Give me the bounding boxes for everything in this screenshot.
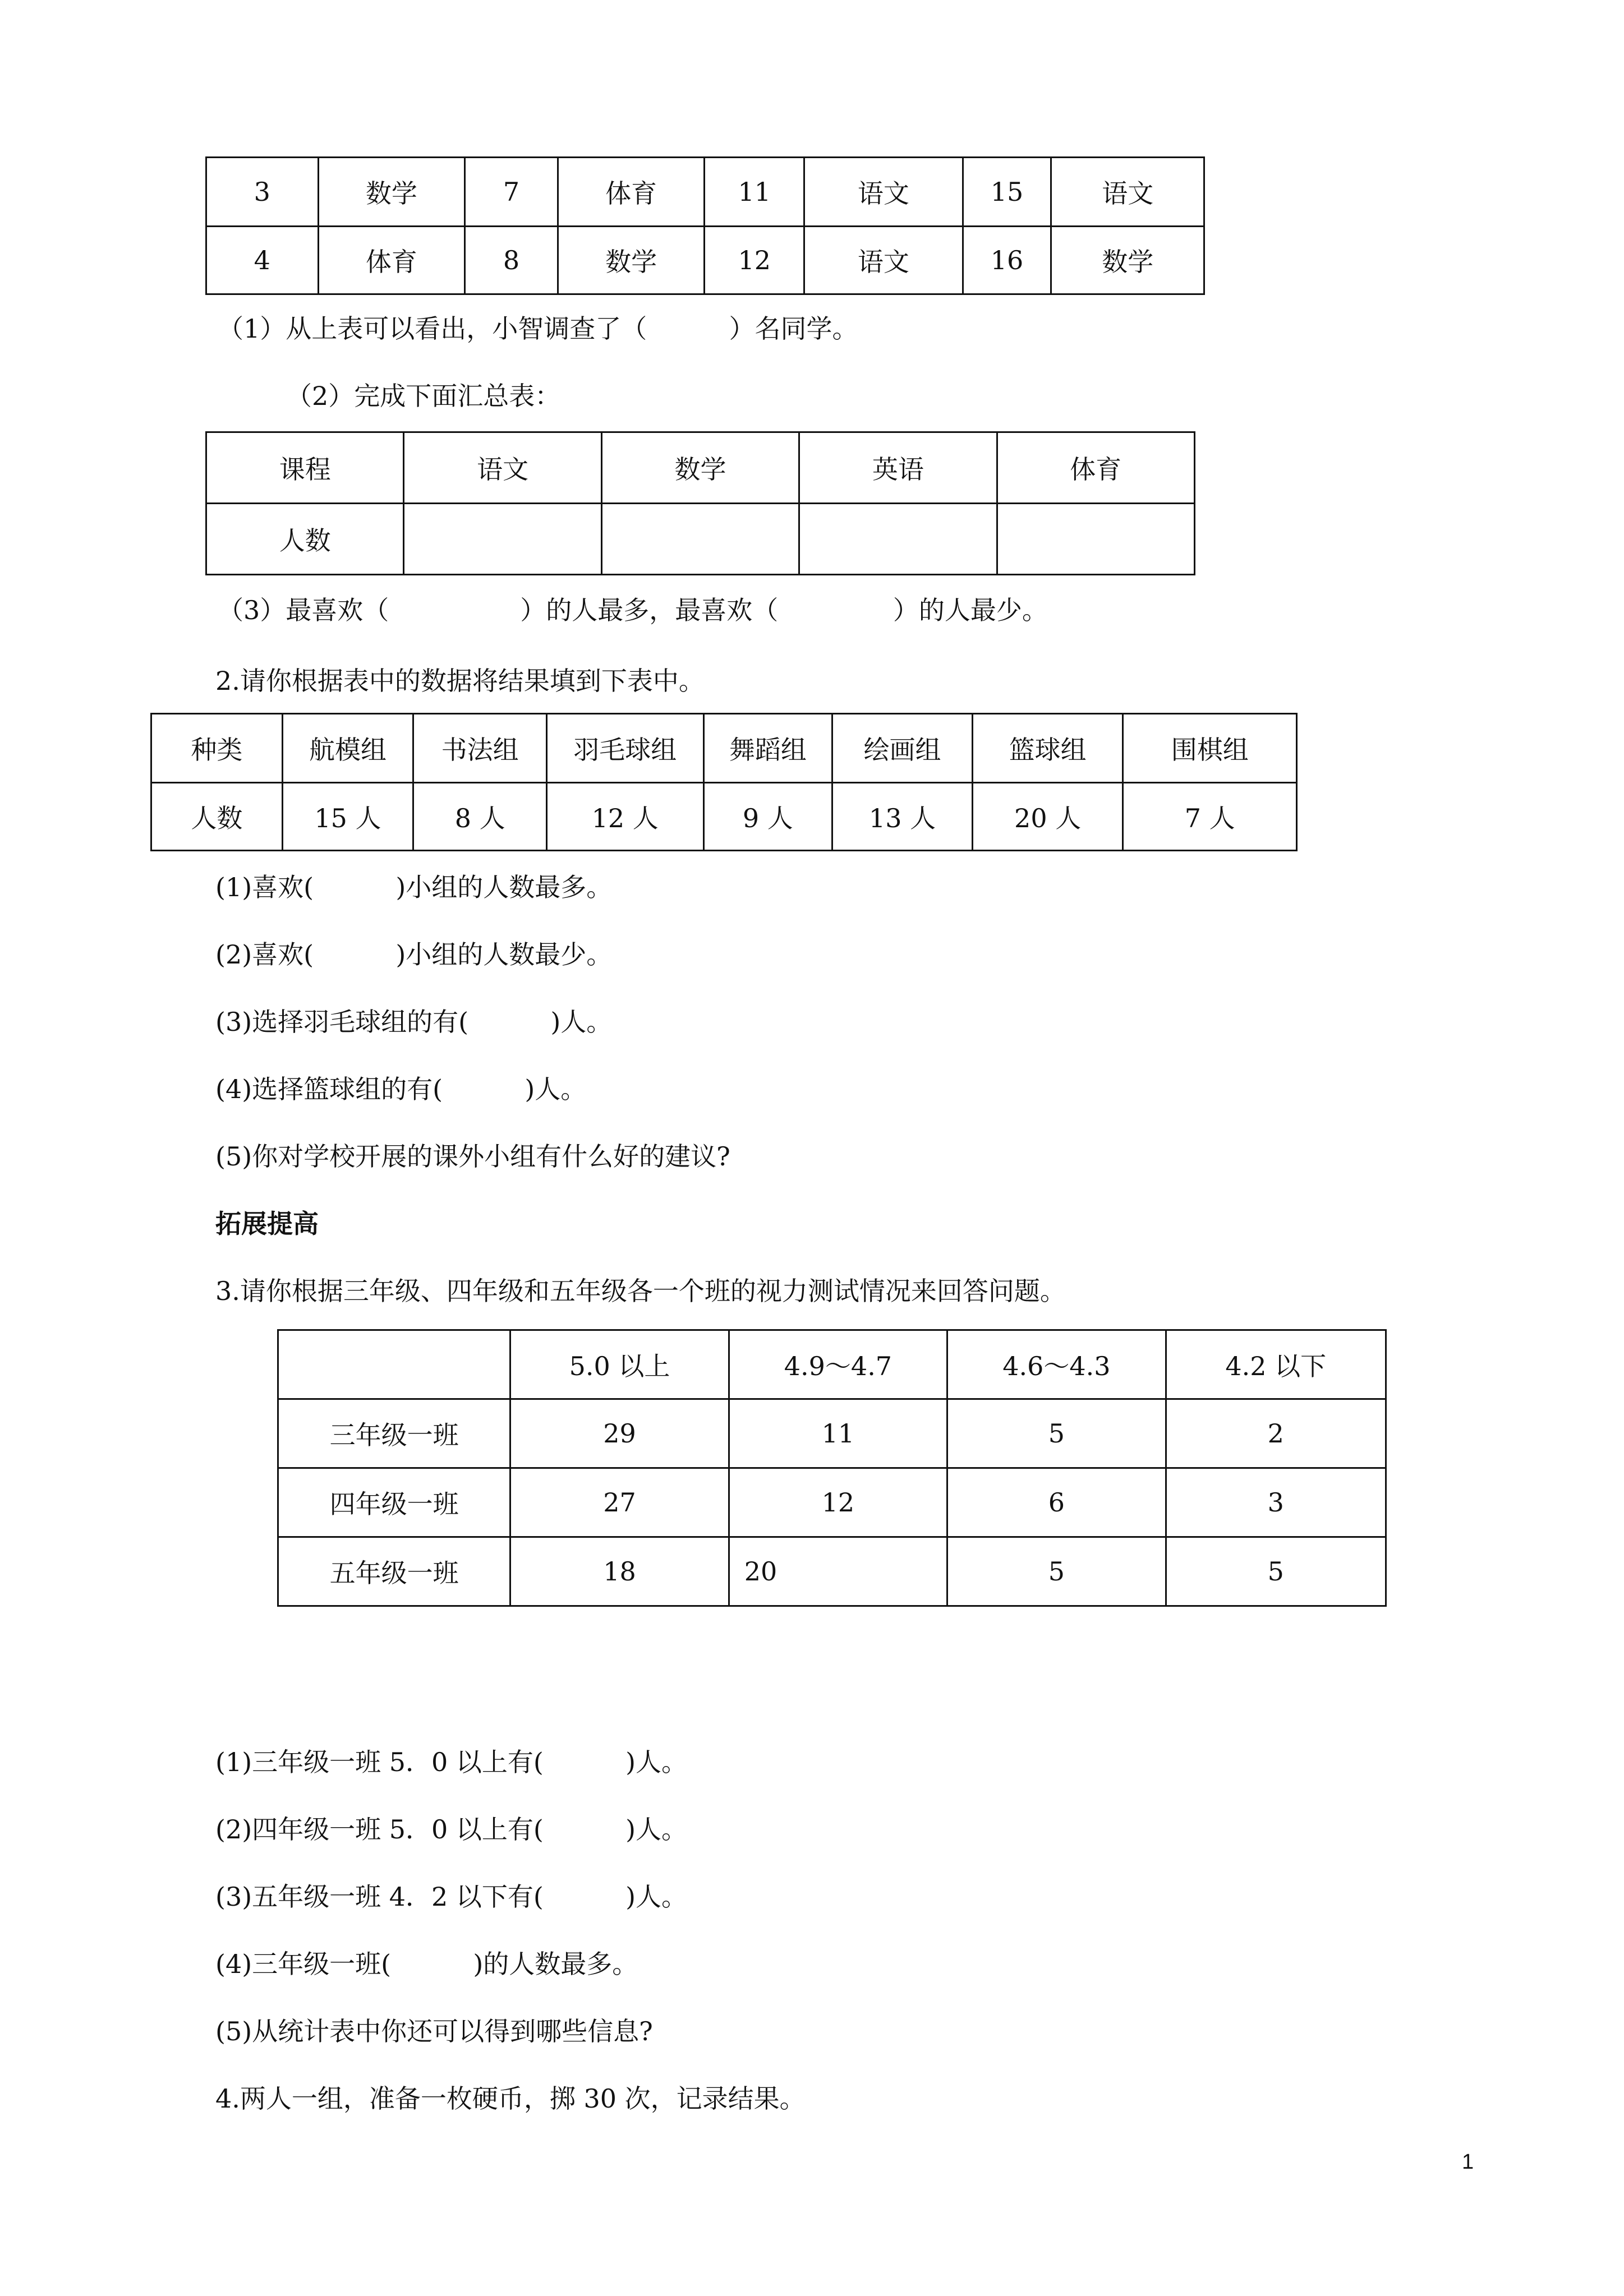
answer-cell[interactable] [997,504,1194,575]
question-intro: 4.两人一组，准备一枚硬币，掷 30 次，记录结果。 [215,2083,806,2114]
question-item: (3)五年级一班 4．2 以下有( )人。 [215,1882,688,1912]
table-row [278,1399,1386,1468]
table-cell: 人数 [151,783,283,851]
table-cell: 20 人 [972,783,1123,851]
table-cell: 人数 [206,504,404,575]
table-header-cell: 种类 [151,714,283,783]
table-cell: 数学 [318,158,465,227]
table-cell: 12 [729,1468,947,1537]
table-cell: 9 人 [703,783,832,851]
table-row [206,504,1195,575]
table-cell: 3 [1166,1468,1386,1537]
table-header-cell: 绘画组 [832,714,973,783]
question-text: （3）最喜欢（ ）的人最多，最喜欢（ ）的人最少。 [218,595,1048,625]
table-header-cell [278,1330,510,1399]
table-row [151,714,1297,783]
table-row [278,1330,1386,1399]
table-cell: 8 人 [413,783,547,851]
question-intro: 3.请你根据三年级、四年级和五年级各一个班的视力测试情况来回答问题。 [215,1276,1066,1306]
table-cell: 2 [1166,1399,1386,1468]
table-row [206,158,1204,227]
page-number: 1 [1462,2150,1474,2174]
table-header-cell: 篮球组 [972,714,1123,783]
table-header-cell: 体育 [997,432,1194,504]
table-header-cell: 4.6～4.3 [947,1330,1166,1399]
table-header-cell: 舞蹈组 [703,714,832,783]
table-cell: 5 [947,1399,1166,1468]
question-item: (2)喜欢( )小组的人数最少。 [215,939,613,970]
question-text: （2）完成下面汇总表： [286,381,561,411]
answer-cell[interactable] [404,504,601,575]
table-header-cell: 英语 [799,432,997,504]
row-label: 三年级一班 [278,1399,510,1468]
table-cell: 数学 [558,227,705,294]
question-intro: 2.请你根据表中的数据将结果填到下表中。 [215,666,705,696]
table-header-cell: 数学 [601,432,799,504]
table-header-cell: 羽毛球组 [546,714,703,783]
table-cell: 13 人 [832,783,973,851]
table-cell: 4 [206,227,319,294]
table-header-cell: 语文 [404,432,601,504]
table-cell: 3 [206,158,319,227]
table-cell: 11 [705,158,804,227]
table-cell: 15 人 [282,783,413,851]
vision-table [277,1329,1387,1607]
table-cell: 语文 [804,227,963,294]
table-cell: 8 [465,227,558,294]
table-cell: 语文 [804,158,963,227]
section-title: 拓展提高 [215,1209,319,1239]
question-item: (1)喜欢( )小组的人数最多。 [215,872,613,902]
row-label: 四年级一班 [278,1468,510,1537]
answer-cell[interactable] [601,504,799,575]
table-header-cell: 航模组 [282,714,413,783]
table-header-cell: 4.2 以下 [1166,1330,1386,1399]
question-item: (4)选择篮球组的有( )人。 [215,1074,587,1104]
table-row [278,1537,1386,1606]
table-header-cell: 5.0 以上 [510,1330,729,1399]
row-label: 五年级一班 [278,1537,510,1606]
table-cell: 7 [465,158,558,227]
question-item: (5)从统计表中你还可以得到哪些信息? [215,2016,653,2046]
table-cell: 语文 [1051,158,1204,227]
question-text: （1）从上表可以看出，小智调查了（ ）名同学。 [218,313,858,344]
table-header-cell: 围棋组 [1123,714,1297,783]
group-table [150,713,1298,851]
table-cell: 16 [963,227,1051,294]
question-item: (3)选择羽毛球组的有( )人。 [215,1007,613,1037]
answer-cell[interactable] [799,504,997,575]
table-cell: 12 [705,227,804,294]
table-cell: 18 [510,1537,729,1606]
table-header-cell: 书法组 [413,714,547,783]
table-row [151,783,1297,851]
table-cell: 11 [729,1399,947,1468]
question-item: (1)三年级一班 5．0 以上有( )人。 [215,1747,688,1777]
table-cell: 5 [1166,1537,1386,1606]
table-row [206,432,1195,504]
table-cell: 体育 [558,158,705,227]
table-cell: 7 人 [1123,783,1297,851]
question-item: (5)你对学校开展的课外小组有什么好的建议? [215,1141,730,1172]
summary-table [205,431,1195,575]
table-row [278,1468,1386,1537]
table-row [206,227,1204,294]
table-cell: 15 [963,158,1051,227]
table-header-cell: 4.9～4.7 [729,1330,947,1399]
table-cell: 20 [729,1537,947,1606]
question-item: (4)三年级一班( )的人数最多。 [215,1949,638,1979]
table-cell: 5 [947,1537,1166,1606]
table-cell: 27 [510,1468,729,1537]
survey-table [205,156,1205,295]
table-cell: 12 人 [546,783,703,851]
table-cell: 数学 [1051,227,1204,294]
table-cell: 29 [510,1399,729,1468]
question-item: (2)四年级一班 5．0 以上有( )人。 [215,1814,688,1845]
table-cell: 体育 [318,227,465,294]
table-cell: 6 [947,1468,1166,1537]
table-header-cell: 课程 [206,432,404,504]
